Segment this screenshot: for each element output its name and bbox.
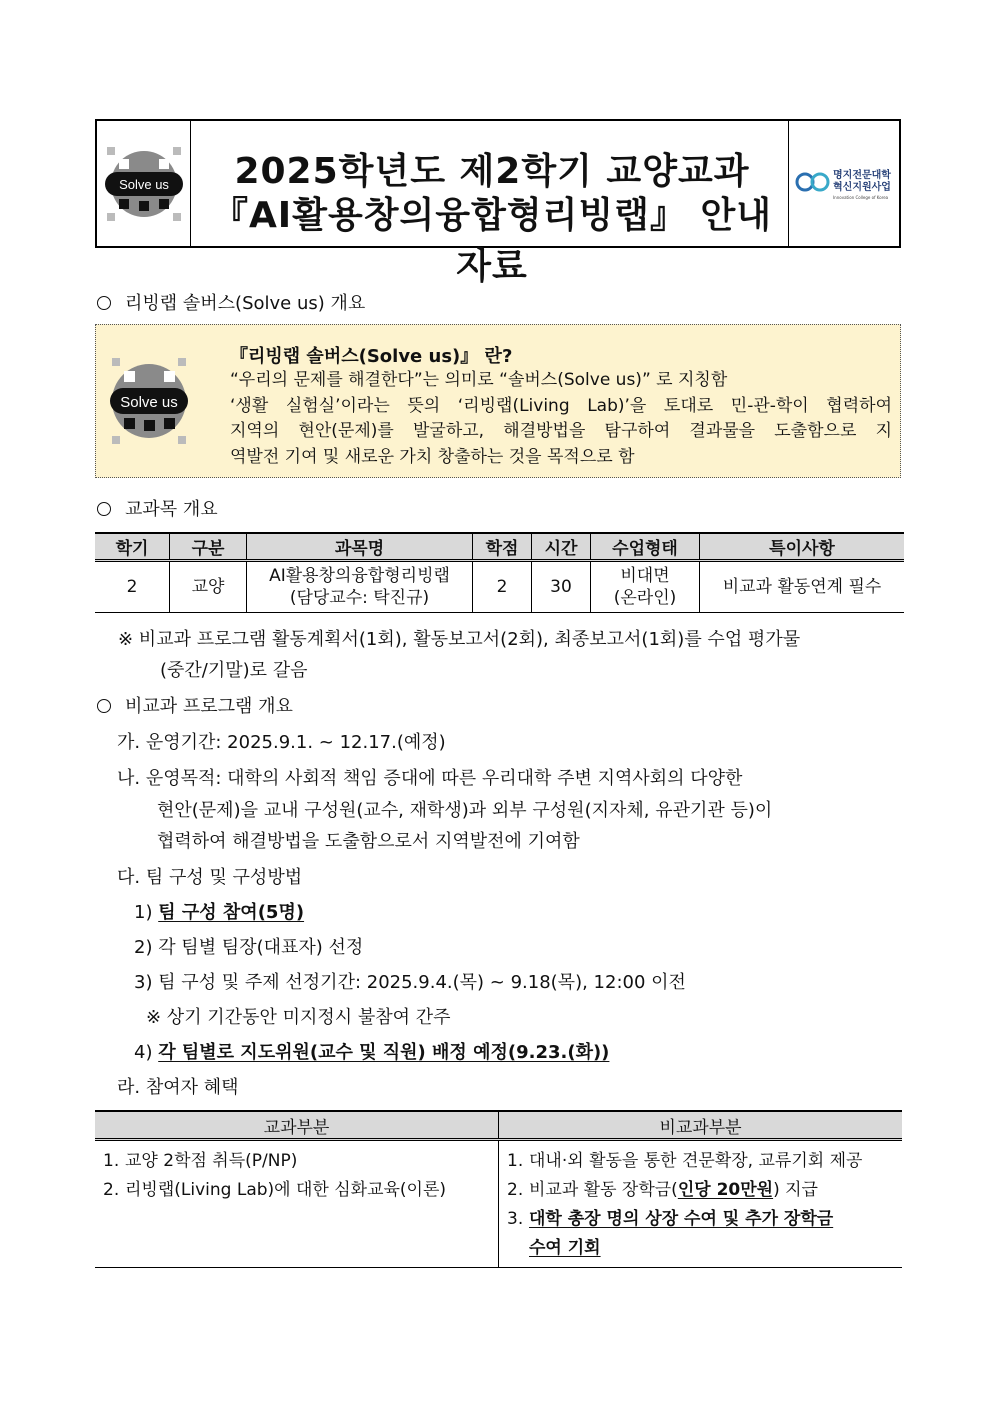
livinglab-intro-box	[95, 324, 901, 478]
cell-mode	[591, 561, 700, 613]
cell-category: 교양	[170, 561, 247, 613]
table-header-row	[95, 533, 904, 561]
col-header-hours: 시간	[532, 533, 591, 561]
cell-semester: 2	[95, 561, 170, 613]
header-college-logo-cell	[788, 121, 899, 246]
box-description	[230, 368, 892, 470]
scholarship-text-end: ) 지급	[773, 1180, 818, 1200]
col-header-curricular: 교과부분	[95, 1111, 499, 1140]
benefits-heading: 라. 참여자 혜택	[117, 1077, 239, 1098]
award-text	[529, 1205, 833, 1263]
team-item-3-note: ※ 상기 기간동안 미지정시 불참여 간주	[146, 1007, 451, 1028]
course-table	[95, 532, 904, 613]
list-text: 리빙랩(Living Lab)에 대한 심화교육(이론)	[125, 1180, 447, 1200]
list-number: 1.	[103, 1151, 120, 1171]
list-number: 2.	[103, 1180, 120, 1200]
header-box	[95, 119, 901, 287]
list-text: 교양 2학점 취득(P/NP)	[125, 1151, 298, 1171]
bullet-circle-icon	[97, 296, 111, 310]
col-header-credits: 학점	[473, 533, 532, 561]
page-title-line1: 2025학년도 제2학기 교양교과	[234, 151, 750, 192]
cell-course-name	[247, 561, 473, 613]
list-item	[507, 1147, 894, 1176]
col-header-extracurricular: 비교과부분	[499, 1111, 903, 1140]
operation-purpose-line2: 현안(문제)을 교내 구성원(교수, 재학생)과 외부 구성원(지자체, 유관기관 등)이	[157, 800, 773, 821]
section-heading-text: 비교과 프로그램 개요	[125, 696, 293, 717]
list-item	[103, 1176, 490, 1205]
col-header-course-name: 과목명	[247, 533, 473, 561]
team-size-requirement: 팀 구성 참여(5명)	[158, 902, 305, 923]
list-item	[103, 1147, 490, 1176]
cell-hours: 30	[532, 561, 591, 613]
cell-notes: 비교과 활동연계 필수	[700, 561, 905, 613]
college-logo-icon	[794, 171, 832, 193]
box-title: 『리빙랩 솔버스(Solve us)』 란?	[230, 346, 513, 367]
header-logo-cell	[97, 121, 191, 246]
course-professor: (담당교수: 탁진규)	[289, 588, 430, 608]
curricular-benefits-cell	[95, 1140, 499, 1268]
bullet-circle-icon	[97, 502, 111, 516]
course-remark-line1: ※ 비교과 프로그램 활동계획서(1회), 활동보고서(2회), 최종보고서(1회)를 수업 평가물	[118, 629, 801, 650]
box-line: “우리의 문제를 해결한다”는 의미로 “솔버스(Solve us)” 로 지칭함	[230, 370, 728, 390]
cell-credits: 2	[473, 561, 532, 613]
team-composition-heading: 다. 팀 구성 및 구성방법	[117, 867, 303, 888]
section-heading-text: 교과목 개요	[125, 499, 218, 520]
college-logo-subtitle: Innovation College of Korea	[833, 195, 889, 200]
mode-line2: (온라인)	[613, 588, 677, 608]
college-logo-name	[833, 170, 891, 194]
col-header-category: 구분	[170, 533, 247, 561]
college-name-line2: 혁신지원사업	[833, 182, 891, 193]
item-number: 1)	[134, 902, 153, 923]
col-header-mode: 수업형태	[591, 533, 700, 561]
bullet-circle-icon	[97, 699, 111, 713]
course-remark-line2: (중간/기말)로 갈음	[160, 660, 308, 681]
award-line2: 수여 기회	[529, 1238, 601, 1258]
team-item-3: 3) 팀 구성 및 주제 선정기간: 2025.9.4.(목) ~ 9.18(목), 12:00 이전	[134, 972, 686, 993]
operation-purpose-line1: 나. 운영목적: 대학의 사회적 책임 증대에 따른 우리대학 주변 지역사회의 다양한	[117, 768, 743, 789]
page-title-line2: 『AI활용창의융합형리빙랩』 안내 자료	[211, 195, 773, 287]
box-line: 지역의 현안(문제)를 발굴하고, 해결방법을 탐구하여 결과물을 도출함으로 지	[230, 421, 892, 441]
benefits-table	[95, 1110, 902, 1268]
scholarship-amount: 인당 20만원	[677, 1180, 774, 1200]
section-heading-text: 리빙랩 솔버스(Solve us) 개요	[125, 293, 366, 314]
list-number: 1.	[507, 1151, 524, 1171]
list-text	[529, 1176, 818, 1205]
mode-line1: 비대면	[620, 566, 670, 586]
list-number: 3.	[507, 1209, 524, 1229]
operation-period: 가. 운영기간: 2025.9.1. ~ 12.17.(예정)	[117, 732, 446, 753]
item-number: 4)	[134, 1042, 153, 1063]
course-name: AI활용창의융합형리빙랩	[269, 566, 450, 586]
table-header-row	[95, 1111, 902, 1140]
section-program-heading	[97, 692, 293, 718]
advisor-assignment: 각 팀별로 지도위원(교수 및 직원) 배정 예정(9.23.(화))	[158, 1042, 610, 1063]
scholarship-text: 비교과 활동 장학금(	[529, 1180, 678, 1200]
box-line: ‘생활 실험실’이라는 뜻의 ‘리빙랩(Living Lab)’을 토대로 민-관-학이 협력하여	[230, 395, 892, 416]
operation-purpose-line3: 협력하여 해결방법을 도출함으로서 지역발전에 기여함	[157, 831, 580, 852]
team-item-2: 2) 각 팀별 팀장(대표자) 선정	[134, 937, 364, 958]
list-number: 2.	[507, 1180, 524, 1200]
table-row	[95, 561, 904, 613]
solve-us-logo-text: Solve us	[119, 177, 169, 192]
col-header-notes: 특이사항	[700, 533, 905, 561]
solve-us-box-logo-text: Solve us	[120, 394, 178, 411]
list-item	[507, 1205, 894, 1263]
team-item-1	[134, 898, 304, 924]
extracurricular-benefits-cell	[499, 1140, 903, 1268]
college-name-line1: 명지전문대학	[833, 170, 891, 181]
section-livinglab-heading	[97, 289, 365, 315]
list-text: 대내·외 활동을 통한 견문확장, 교류기회 제공	[529, 1151, 863, 1171]
col-header-semester: 학기	[95, 533, 170, 561]
box-line: 역발전 기여 및 새로운 가치 창출하는 것을 목적으로 함	[230, 446, 635, 467]
team-item-4	[134, 1038, 609, 1064]
section-course-heading	[97, 495, 218, 521]
table-row	[95, 1140, 902, 1268]
award-line1: 대학 총장 명의 상장 수여 및 추가 장학금	[529, 1209, 834, 1229]
list-item	[507, 1176, 894, 1205]
